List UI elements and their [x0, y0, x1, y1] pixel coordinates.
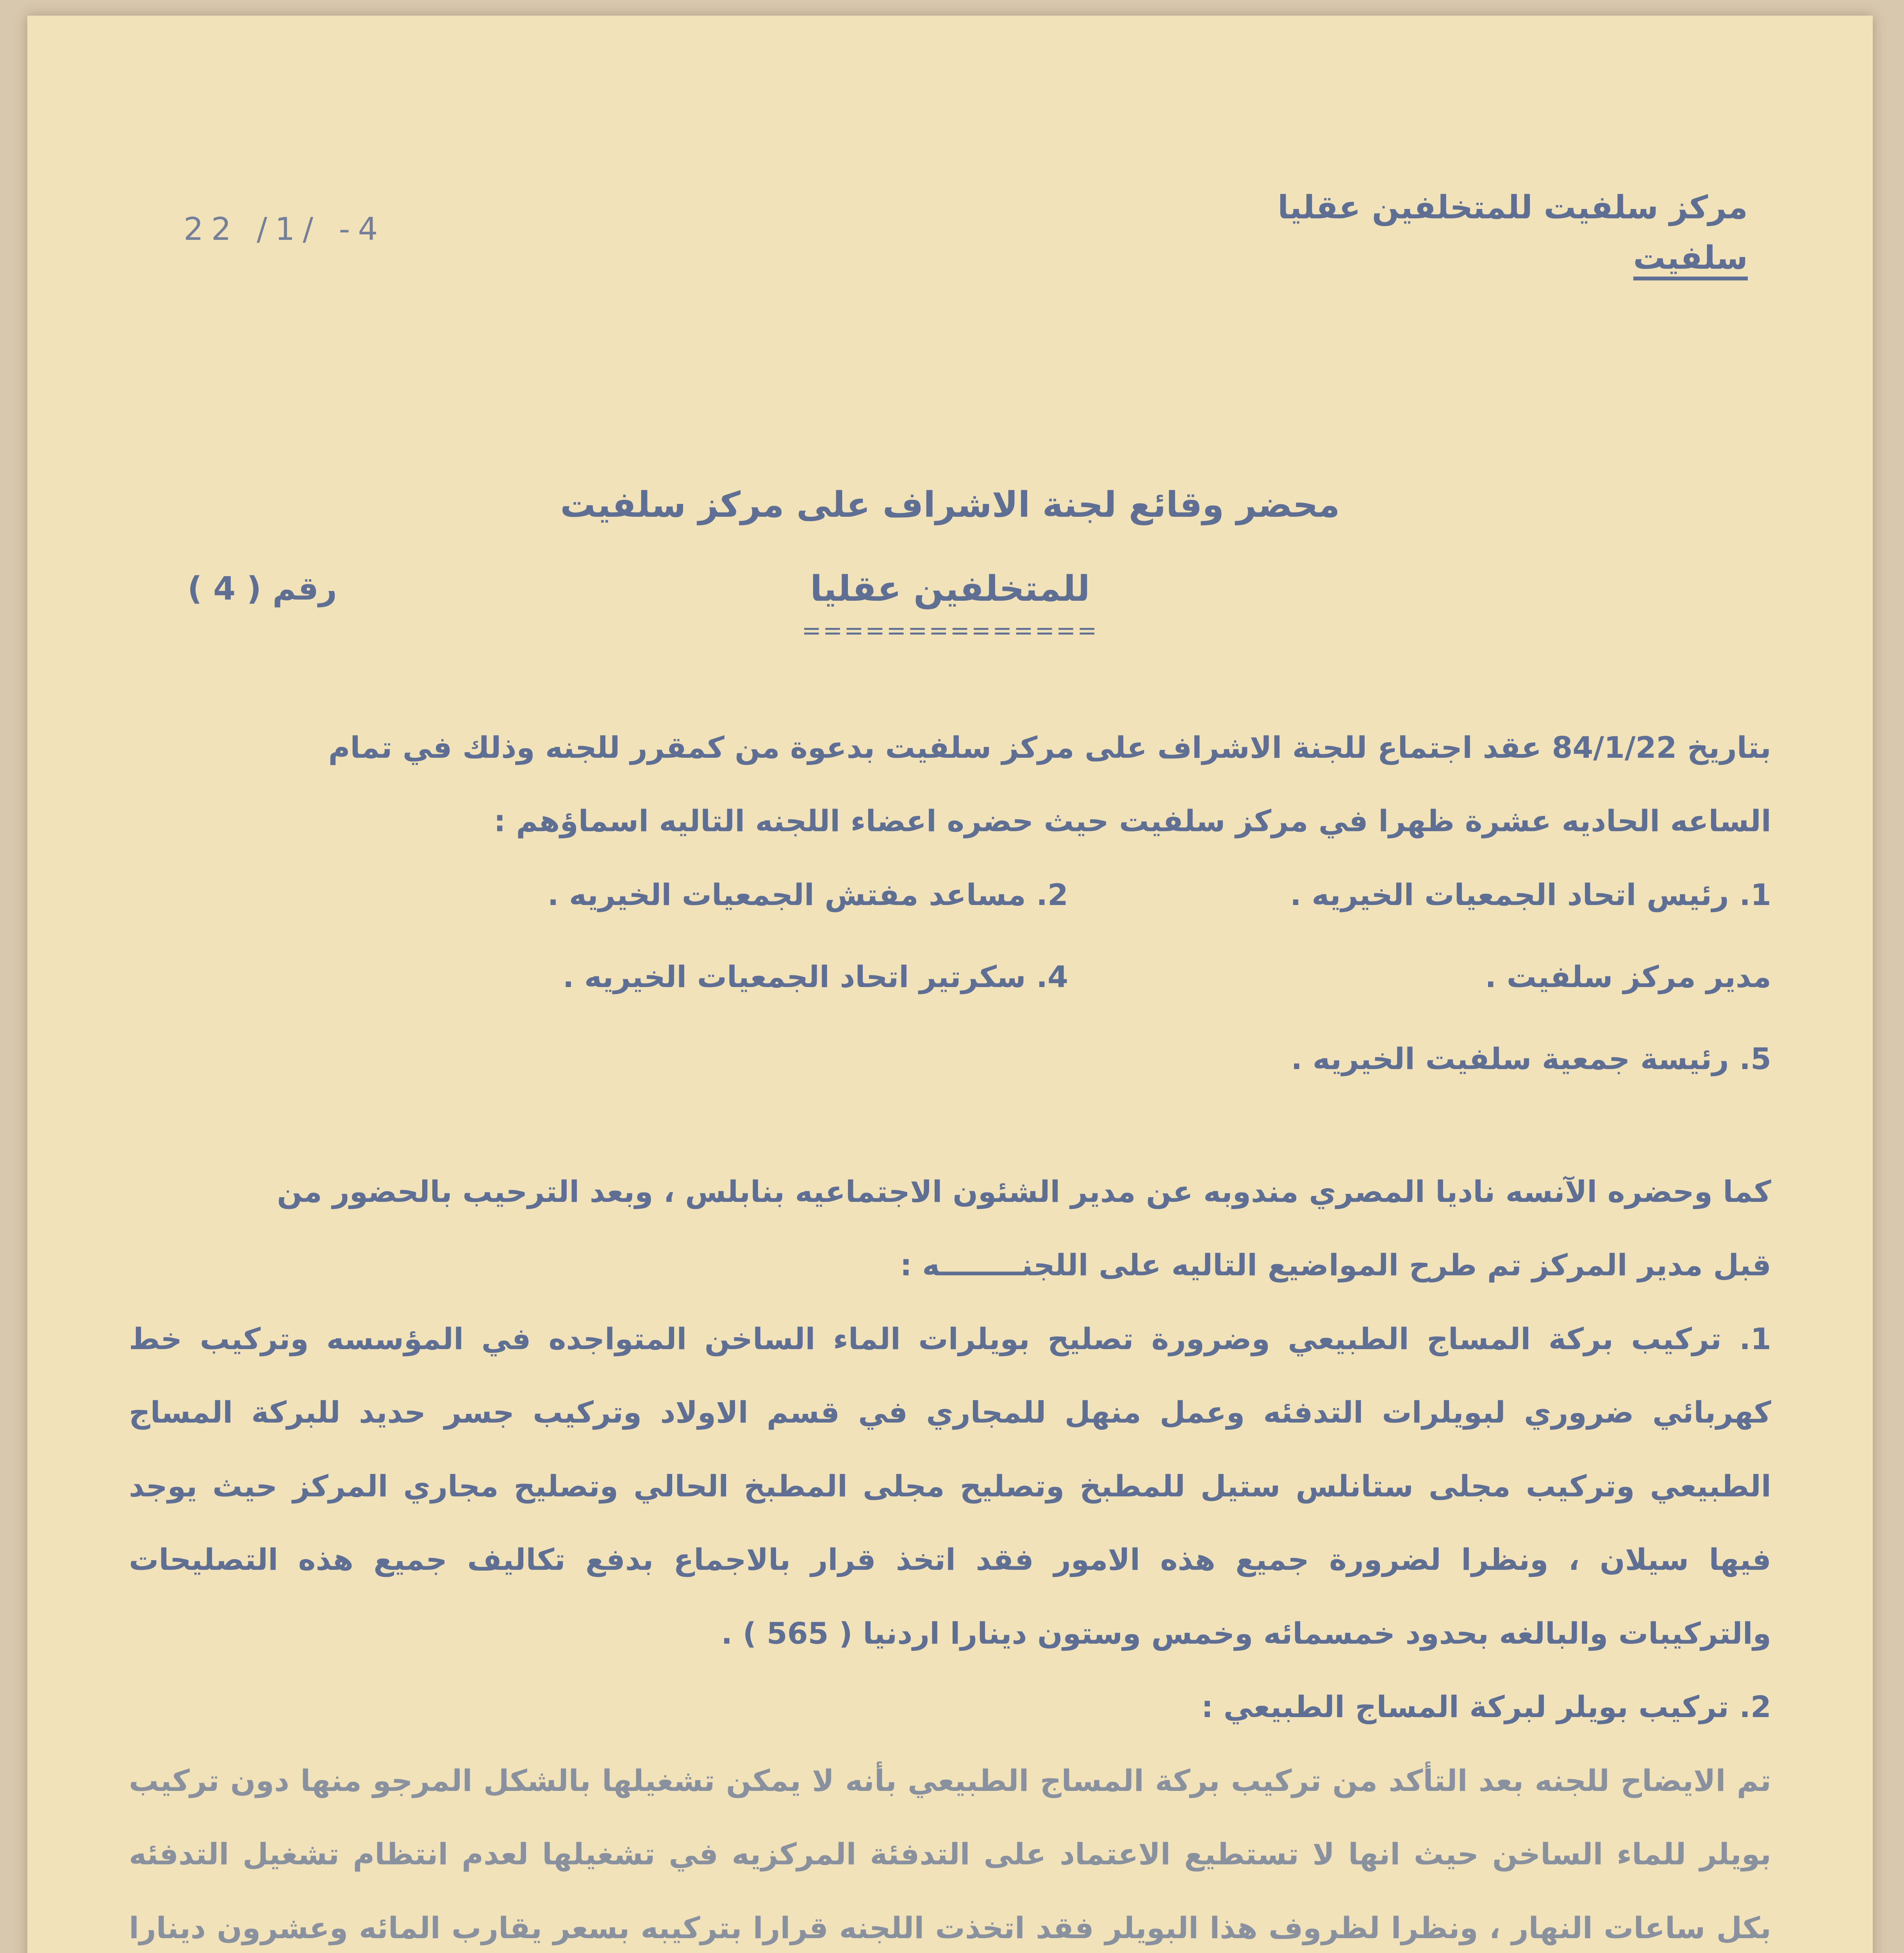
- paper-sheet: [27, 16, 1873, 1953]
- attendance-line-2: قبل مدير المركز تم طرح المواضيع التاليه على اللجنــــــــه :: [900, 1248, 1771, 1283]
- document-title: [129, 484, 1771, 644]
- title-underline: ==============: [801, 617, 1099, 644]
- members-list: [129, 858, 1771, 1155]
- agenda-item-2-text: تم الايضاح للجنه بعد التأكد من تركيب بركة المساج الطبيعي بأنه لا يمكن تشغيلها بالشكل المرجو منها دون تركيب بويلر للماء الساخن حيث انها لا تستطيع الاعتماد على التدفئة المركزيه في تشغيلها لعدم انتظام تشغيل التدفئه بكل ساعات النهار ، ونظرا لظروف هذا البويلر فقد اتخذت اللجنه قرارا بتركيبه بسعر يقارب المائه وعشرون دينارا: [129, 1763, 1771, 1945]
- member-item: مدير مركز سلفيت .: [1485, 959, 1771, 994]
- member-item: 5. رئيسة جمعية سلفيت الخيريه .: [1291, 1041, 1771, 1076]
- intro-line-1: بتاريخ 84/1/22 عقد اجتماع للجنة الاشراف على مركز سلفيت بدعوة من كمقرر للجنه وذلك في تمام: [328, 730, 1771, 765]
- title-line-1: محضر وقائع لجنة الاشراف على مركز سلفيت: [560, 484, 1340, 525]
- intro-line-2: الساعه الحاديه عشرة ظهرا في مركز سلفيت حيث حضره اعضاء اللجنه التاليه اسماؤهم :: [494, 803, 1771, 839]
- attendance-line-1: كما وحضره الآنسه ناديا المصري مندوبه عن مدير الشئون الاجتماعيه بنابلس ، وبعد الترحيب بالحضور من: [277, 1174, 1771, 1209]
- minutes-number: رقم ( 4 ): [187, 570, 337, 607]
- document-body: [129, 16, 1771, 1953]
- member-item: 2. مساعد مفتش الجمعيات الخيريه .: [547, 877, 1068, 912]
- title-line-2: للمتخلفين عقليا: [810, 568, 1090, 609]
- organization-header: [1278, 184, 1748, 280]
- agenda-item-2-heading: 2. تركيب بويلر لبركة المساج الطبيعي :: [1201, 1689, 1771, 1724]
- organization-city: سلفيت: [1633, 239, 1748, 280]
- member-item: 1. رئيس اتحاد الجمعيات الخيريه .: [1290, 877, 1771, 912]
- agenda-item-1: 1. تركيب بركة المساج الطبيعي وضرورة تصليح بويلرات الماء الساخن المتواجده في المؤسسه وتركيب خط كهربائي ضروري لبويلرات التدفئه وعمل منهل للمجاري في قسم الاولاد وتركيب جسر حديد للبركة المساج الطبيعي وتركيب مجلى ستانلس ستيل للمطبخ وتصليح مجلى المطبخ الحالي وتصليح مجاري المركز حيث يوجد فيها سيلان ، ونظرا لضرورة جميع هذه الامور فقد اتخذ قرار بالاجماع بدفع تكاليف جميع هذه التصليحات والتركيبات والبالغه بحدود خمسمائه وخمس وستون دينارا اردنيا ( 565 ) .: [129, 1321, 1771, 1651]
- organization-name: مركز سلفيت للمتخلفين عقليا: [1278, 189, 1748, 226]
- member-item: 4. سكرتير اتحاد الجمعيات الخيريه .: [562, 959, 1068, 994]
- minutes-body: [129, 711, 1771, 1953]
- document-date: 22 /1/ -4: [184, 211, 386, 247]
